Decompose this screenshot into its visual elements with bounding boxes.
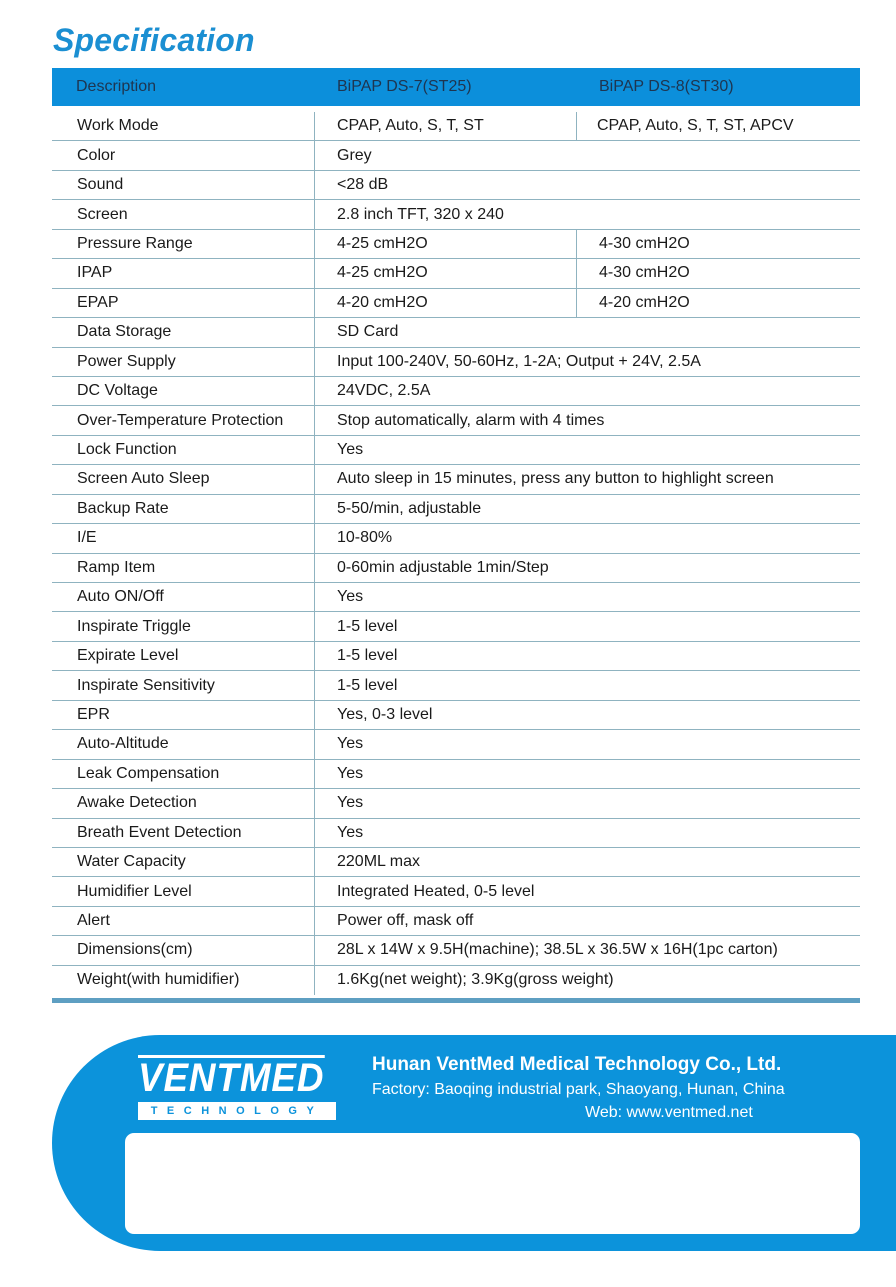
table-row bbox=[52, 230, 860, 259]
table-row bbox=[52, 819, 860, 848]
row-label: Screen bbox=[52, 200, 315, 228]
row-value: 0-60min adjustable 1min/Step bbox=[337, 558, 549, 576]
row-value: SD Card bbox=[337, 323, 399, 341]
row-label: Backup Rate bbox=[52, 495, 315, 523]
row-value: Yes bbox=[337, 735, 364, 753]
table-row bbox=[52, 760, 860, 789]
row-label: Pressure Range bbox=[52, 230, 315, 258]
website: Web: www.ventmed.net bbox=[585, 1104, 753, 1121]
table-row bbox=[52, 289, 860, 318]
row-label: Dimensions(cm) bbox=[52, 936, 315, 964]
row-value: 1.6Kg(net weight); 3.9Kg(gross weight) bbox=[337, 971, 614, 989]
row-value-ds7: 4-20 cmH2O bbox=[315, 289, 577, 317]
row-label: Screen Auto Sleep bbox=[52, 465, 315, 493]
table-row bbox=[52, 642, 860, 671]
row-label: Inspirate Sensitivity bbox=[52, 671, 315, 699]
table-row bbox=[52, 936, 860, 965]
row-label: Weight(with humidifier) bbox=[52, 966, 315, 995]
row-label: Auto-Altitude bbox=[52, 730, 315, 758]
row-label: IPAP bbox=[52, 259, 315, 287]
row-value: Yes bbox=[337, 823, 364, 841]
row-label: Data Storage bbox=[52, 318, 315, 346]
row-label: Breath Event Detection bbox=[52, 819, 315, 847]
table-row bbox=[52, 554, 860, 583]
ventmed-logo bbox=[138, 1055, 342, 1117]
row-value: Input 100-240V, 50-60Hz, 1-2A; Output + 24V, 2.5A bbox=[337, 352, 701, 370]
row-value: 24VDC, 2.5A bbox=[337, 382, 431, 400]
row-label: Color bbox=[52, 141, 315, 169]
table-row bbox=[52, 171, 860, 200]
row-value: 1-5 level bbox=[337, 617, 398, 635]
table-row bbox=[52, 406, 860, 435]
row-label: Inspirate Triggle bbox=[52, 612, 315, 640]
table-row bbox=[52, 907, 860, 936]
row-value: 5-50/min, adjustable bbox=[337, 499, 482, 517]
row-value: <28 dB bbox=[337, 176, 389, 194]
row-label: Lock Function bbox=[52, 436, 315, 464]
table-row bbox=[52, 465, 860, 494]
row-label: Power Supply bbox=[52, 348, 315, 376]
table-row bbox=[52, 966, 860, 995]
row-value: 28L x 14W x 9.5H(machine); 38.5L x 36.5W x 16H(1pc carton) bbox=[337, 941, 778, 959]
row-value: Power off, mask off bbox=[337, 912, 474, 930]
row-value: Yes bbox=[337, 764, 364, 782]
table-row bbox=[52, 200, 860, 229]
table-row bbox=[52, 112, 860, 141]
row-label: Over-Temperature Protection bbox=[52, 406, 315, 434]
company-name: Hunan VentMed Medical Technology Co., Ltd. bbox=[372, 1054, 782, 1075]
row-label: Sound bbox=[52, 171, 315, 199]
row-label: Water Capacity bbox=[52, 848, 315, 876]
row-value: 1-5 level bbox=[337, 647, 398, 665]
table-row bbox=[52, 612, 860, 641]
blank-label-area bbox=[125, 1133, 860, 1234]
row-label: Ramp Item bbox=[52, 554, 315, 582]
row-label: Auto ON/Off bbox=[52, 583, 315, 611]
table-row bbox=[52, 789, 860, 818]
header-ds7: BiPAP DS-7(ST25) bbox=[337, 78, 472, 95]
row-value-ds7: CPAP, Auto, S, T, ST bbox=[315, 112, 577, 140]
row-value: 1-5 level bbox=[337, 676, 398, 694]
row-label: Alert bbox=[52, 907, 315, 935]
table-row bbox=[52, 141, 860, 170]
table-row bbox=[52, 848, 860, 877]
row-label: EPR bbox=[52, 701, 315, 729]
logo-subtitle: TECHNOLOGY bbox=[138, 1102, 336, 1120]
row-label: EPAP bbox=[52, 289, 315, 317]
row-value: Grey bbox=[337, 146, 372, 164]
row-label: Expirate Level bbox=[52, 642, 315, 670]
row-value-ds7: 4-25 cmH2O bbox=[315, 230, 577, 258]
table-bottom-rule bbox=[52, 998, 860, 1003]
table-row bbox=[52, 318, 860, 347]
row-label: Awake Detection bbox=[52, 789, 315, 817]
table-row bbox=[52, 436, 860, 465]
row-value: Yes bbox=[337, 441, 364, 459]
row-value: Yes bbox=[337, 794, 364, 812]
row-value: Auto sleep in 15 minutes, press any button to highlight screen bbox=[337, 470, 774, 488]
table-row bbox=[52, 701, 860, 730]
table-row bbox=[52, 495, 860, 524]
row-value: Stop automatically, alarm with 4 times bbox=[337, 411, 605, 429]
table-row bbox=[52, 259, 860, 288]
row-value: Integrated Heated, 0-5 level bbox=[337, 882, 535, 900]
table-row bbox=[52, 730, 860, 759]
table-header bbox=[52, 68, 860, 106]
company-footer bbox=[52, 1035, 896, 1251]
row-label: Work Mode bbox=[52, 112, 315, 140]
row-value-ds8: CPAP, Auto, S, T, ST, APCV bbox=[597, 117, 794, 135]
row-label: DC Voltage bbox=[52, 377, 315, 405]
specification-table bbox=[52, 68, 860, 995]
row-value-ds8: 4-30 cmH2O bbox=[599, 264, 690, 282]
row-label: Leak Compensation bbox=[52, 760, 315, 788]
row-value-ds7: 4-25 cmH2O bbox=[315, 259, 577, 287]
header-ds8: BiPAP DS-8(ST30) bbox=[599, 78, 734, 95]
table-body bbox=[52, 106, 860, 995]
table-row bbox=[52, 583, 860, 612]
row-value: Yes bbox=[337, 588, 364, 606]
row-value-ds8: 4-20 cmH2O bbox=[599, 293, 690, 311]
table-row bbox=[52, 377, 860, 406]
row-value: 220ML max bbox=[337, 853, 420, 871]
header-description: Description bbox=[76, 78, 157, 95]
table-row bbox=[52, 524, 860, 553]
logo-wordmark: VENTMED bbox=[138, 1056, 325, 1100]
row-value: Yes, 0-3 level bbox=[337, 705, 433, 723]
factory-address: Factory: Baoqing industrial park, Shaoyang, Hunan, China bbox=[372, 1081, 785, 1098]
page-title: Specification bbox=[53, 22, 255, 58]
row-label: I/E bbox=[52, 524, 315, 552]
table-row bbox=[52, 877, 860, 906]
table-row bbox=[52, 671, 860, 700]
row-value: 10-80% bbox=[337, 529, 393, 547]
row-label: Humidifier Level bbox=[52, 877, 315, 905]
table-row bbox=[52, 348, 860, 377]
row-value-ds8: 4-30 cmH2O bbox=[599, 234, 690, 252]
row-value: 2.8 inch TFT, 320 x 240 bbox=[337, 205, 504, 223]
